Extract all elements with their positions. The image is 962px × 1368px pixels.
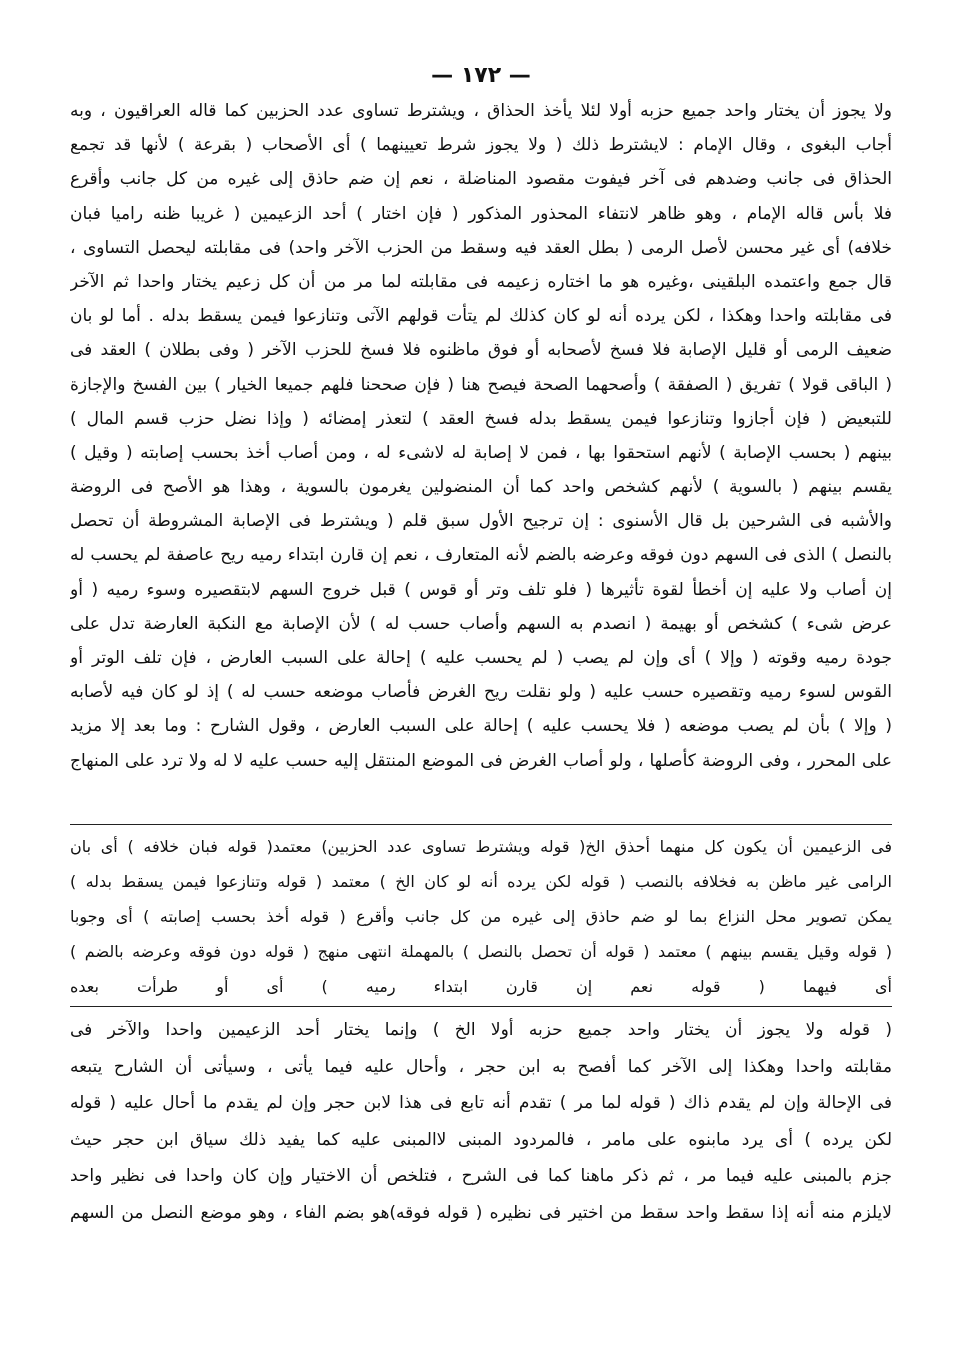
separator-rule-2 xyxy=(70,1006,892,1007)
main-text-line: الحذاق فى جانب وضدهم فى آخر فيفوت مقصود المناضلة ، نعم إن ضم حاذق إلى غيره من كل جانب وأقرع xyxy=(70,169,892,190)
main-text-line: للتبعيض ( فإن أجازوا وتنازعوا فيمن يسقط بدله فسخ العقد ) لتعذر إمضائه ( وإذا نضل حزب قسم المال ) xyxy=(70,408,892,429)
commentary-line: ( قوله ولا يجوز أن يختار واحد جميع حزبه أولا الخ ) وإنما يختار أحد الزعيمين واحدا والآخر فى xyxy=(70,1020,892,1040)
main-text-line: إن أصاب ولا عليه إن أخطأ لقوة تأثيرها ( فلو تلف وتر أو قوس ) قبل خروج السهم لابتقصيره وسوء رميه ( أو xyxy=(70,579,892,600)
document-page xyxy=(70,58,892,778)
main-text xyxy=(70,94,892,778)
main-text-line: ضعيف الرمى أو قليل الإصابة فلا فسخ لأصحابه أو فوق ماظنوه فلا فسخ للحزب الآخر ( وفى بطلان ) العقد فى xyxy=(70,340,892,361)
commentary-line: ( قوله وقيل يقسم بينهم ) معتمد ( قوله أن تحصل بالنصل ) بالمهملة انتهى منهج ( قوله دون فوقه وعرضه بالضم ) xyxy=(70,942,892,961)
commentary-line: لايلزم منه أنه إذا سقط واحد سقط من اختير فى نظيره ( قوله فوقه)هو بضم الفاء ، وهو موضع النصل من السهم xyxy=(70,1202,892,1223)
commentary-text-2 xyxy=(70,1012,892,1232)
commentary-section-2 xyxy=(70,1012,892,1232)
commentary-line: لكن يرده ) أى يرد مابنوه على مامر ، فالمردود المبنى لاالمبنى عليه كما يفيد ذلك سياق ابن حجر حيث xyxy=(70,1129,892,1150)
main-text-line: ( وإلا ) بأن لم يصب موضعه ( فلا يحسب عليه ) إحالة على السبب العارض ، وقول الشارح : وما بعد إلا مزيد xyxy=(70,716,892,737)
commentary-text-1 xyxy=(70,829,892,1004)
commentary-line: أى فيهما ( قوله نعم إن قارن ابتداء رميه ) أى أو طرأت بعده xyxy=(70,977,892,996)
commentary-line: يمكن تصوير محل النزاع بما لو ضم حاذق إلى غيره من كل جانب وأقرع ( قوله أخذ بحسب إصابته ) أى وجوبا xyxy=(70,907,892,926)
commentary-line: مقابلته واحدا وهكذا إلى الآخر كما أفصح به ابن حجر ، وأحال عليه فيما يأتى ، وسيأتى أن الشارح يتبعه xyxy=(70,1056,892,1077)
main-text-line: أجاب البغوى ، وقال الإمام : لايشترط ذلك ( ولا يجوز شرط تعيينهما ) أى الأصحاب ( بقرعة ) لأنها قد تجمع xyxy=(70,135,892,156)
main-text-line: بينهم ( بحسب الإصابة ) لأنهم استحقوا بها ، فمن لا إصابة له لاشىء له ، ومن أصاب أخذ بحسب إصابته ( وقيل ) xyxy=(70,442,892,463)
main-text-line: خلافه) أى غير محسن لأصل الرمى ( بطل العقد فيه وسقط من الحزب الآخر واحد) فى مقابلته ليحصل التساوى ، xyxy=(70,237,892,258)
main-text-line: عرض شىء ) كشخص أو بهيمة ( انصدم به السهم وأصاب حسب له ) لأن الإصابة مع النكبة العارضة تدل على xyxy=(70,613,892,634)
main-text-line: فى مقابلته واحدا وهكذا ، لكن يرده أنه لو كان كذلك لم يتأت قولهم الآتى وتنازعوا فيمن يسقط بدله . أما لو بان xyxy=(70,306,892,327)
main-text-line: ( الباقى قولا ) تفريق ( الصفقة ) وأصحهما الصحة فيصح هنا ( فإن صححنا فلهم جميعا الخيار ) بين الفسخ والإجازة xyxy=(70,374,892,395)
main-text-line: والأشبه فى الشرحين بل قال الأسنوى : إن ترجيح الأول سبق قلم ( ويشترط فى الإصابة المشروطة أن تحصل xyxy=(70,511,892,532)
separator-rule-1 xyxy=(70,824,892,825)
main-text-line: القوس لسوء رميه وتقصيره حسب عليه ( ولو نقلت ريح الغرض فأصاب موضعه حسب له ) إذ لو كان فيه لأصابه xyxy=(70,682,892,703)
main-text-line: بالنصل ) الذى فى السهم دون فوقه وعرضه بالضم لأنه المتعارف ، نعم إن قارن ابتداء رميه ريح عاصفة لم يحسب له xyxy=(70,545,892,566)
main-text-line: يقسم بينهم ( بالسوية ) لأنهم كشخص واحد كما أن المنضولين يغرمون بالسوية ، وهذا هو الأصح فى الروضة xyxy=(70,477,892,498)
main-text-line: على المحرر ، وفى الروضة كأصلها ، ولو أصاب الغرض فى الموضع المنتقل إليه حسب عليه لا له ولا ترد على المنهاج xyxy=(70,750,892,771)
commentary-line: الرامى غير ماظن به فخلافه بالنصب ( قوله لكن يرده أنه لو كان الخ ) معتمد ( قوله وتنازعوا فيمن يسقط بدله ) xyxy=(70,872,892,891)
commentary-line: فى الإحالة وإن لم يقدم ذاك ( قوله لما مر ) تقدم أنه تابع فى هذا لابن حجر وإن لم يقدم ما أحال عليه ( قوله xyxy=(70,1093,892,1114)
main-text-line: قال جمع واعتمده البلقينى ،وغيره هو ما اختاره زعيمه فى مقابلته لما مر من أن كل زعيم يختار واحدا ثم الآخر xyxy=(70,271,892,292)
commentary-line: جزم بالمبنى عليه فيما مر ، ثم ذكر ماهنا كما فى الشرح ، فتلخص أن الاختيار وإن كان واحدا فى نظير واحد xyxy=(70,1166,892,1187)
main-text-line: ولا يجوز أن يختار واحد جميع حزبه أولا لئلا يأخذ الحذاق ، ويشترط تساوى عدد الحزبين كما قاله العراقيون ، وبه xyxy=(70,101,892,121)
main-text-line: جودة رميه وقوته ( وإلا ) أى وإن لم يصب ( لم يحسب عليه ) إحالة على السبب العارض ، فإن تلف الوتر أو xyxy=(70,648,892,668)
commentary-section-1 xyxy=(70,829,892,1004)
commentary-line: فى الزعيمين أن يكون كل منهما أحذق الخ( قوله ويشترط تساوى عدد الحزبين) معتمد( قوله فبان خلافه ) أى بان xyxy=(70,837,892,856)
main-text-line: فلا بأس قاله الإمام ، وهو ظاهر لانتفاء المحذور المذكور ( فإن اختار ) أحد الزعيمين ( غريبا ظنه راميا فبان xyxy=(70,203,892,224)
page-number: — ١٧٢ — xyxy=(431,63,531,88)
